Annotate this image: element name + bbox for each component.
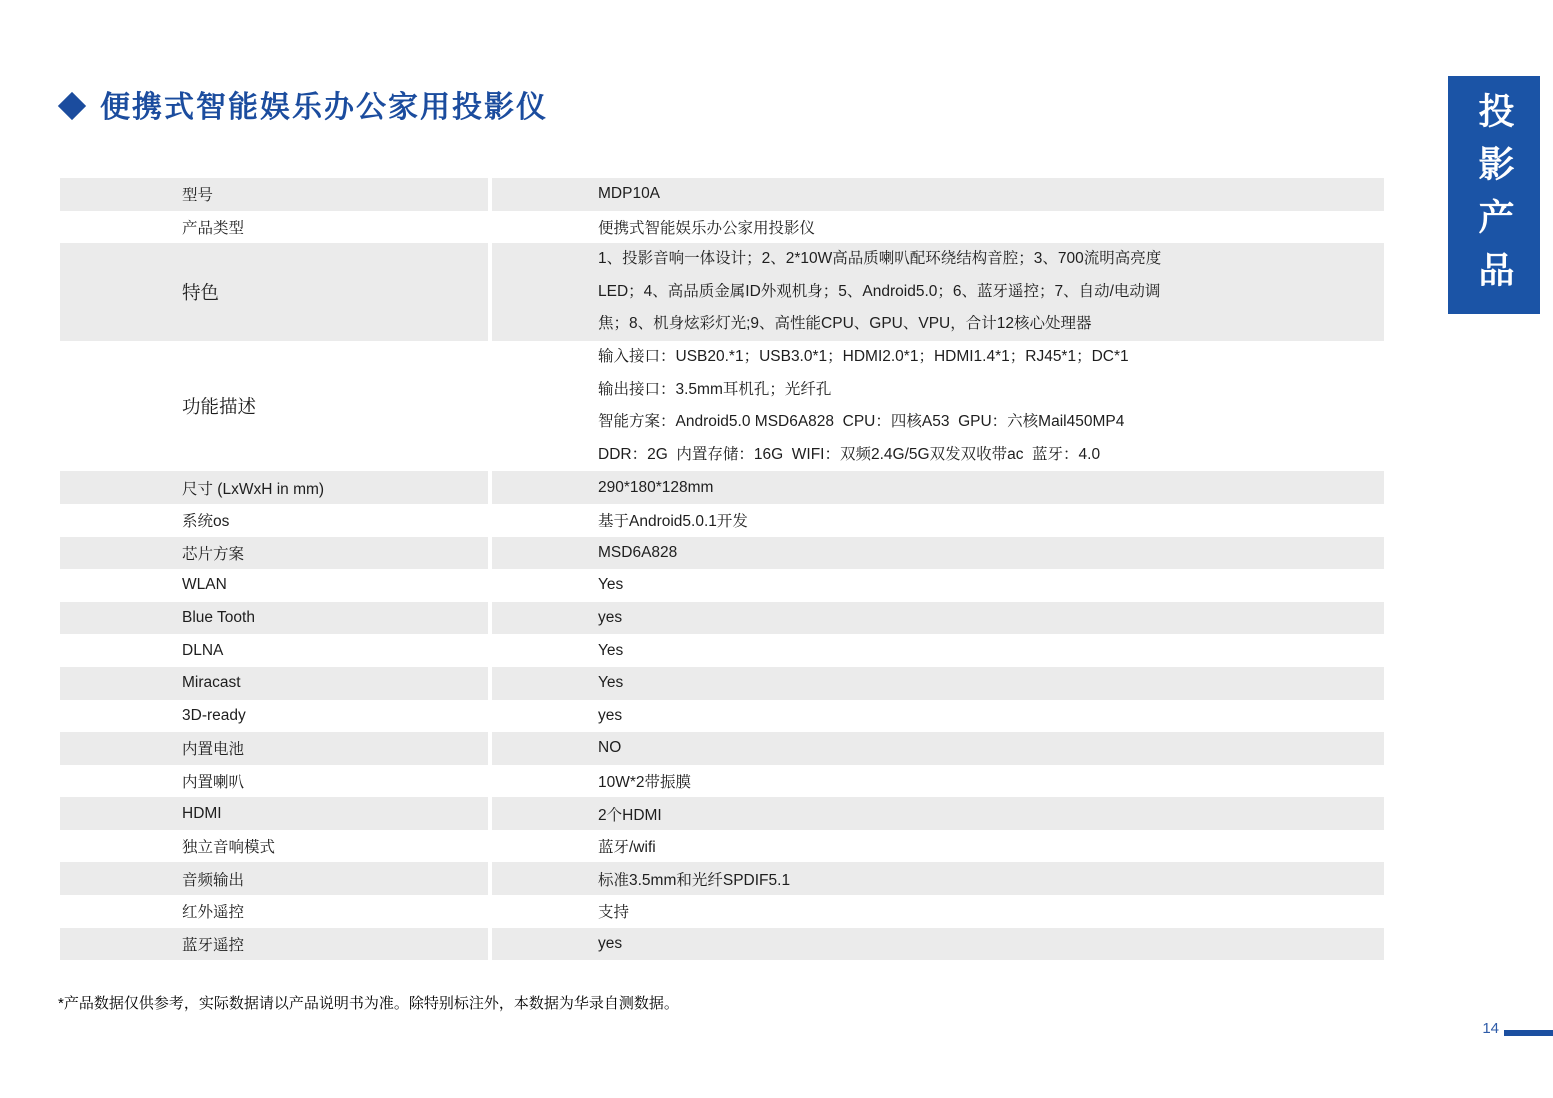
table-row (60, 634, 1384, 667)
row-value (492, 341, 1384, 471)
table-row (60, 797, 1384, 830)
row-label: 红外遥控 (60, 895, 488, 928)
row-value: Yes (492, 667, 1384, 700)
table-row (60, 862, 1384, 895)
diamond-bullet-icon (58, 92, 86, 120)
table-row (60, 667, 1384, 700)
row-label: 系统os (60, 504, 488, 537)
row-value: yes (492, 928, 1384, 961)
row-value: yes (492, 602, 1384, 635)
table-row (60, 765, 1384, 798)
row-value: 290*180*128mm (492, 471, 1384, 504)
page-title: 便携式智能娱乐办公家用投影仪 (100, 91, 548, 124)
table-row (60, 211, 1384, 244)
row-value: Yes (492, 634, 1384, 667)
row-value: MDP10A (492, 178, 1384, 211)
table-row (60, 602, 1384, 635)
row-value: yes (492, 700, 1384, 733)
row-value: MSD6A828 (492, 537, 1384, 570)
row-value-line: DDR：2G 内置存储：16G WIFI：双频2.4G/5G双发双收带ac 蓝牙：4.0 (598, 445, 1101, 463)
row-value: 2个HDMI (492, 797, 1384, 830)
row-value: NO (492, 732, 1384, 765)
row-value-line: 1、投影音响一体设计；2、2*10W高品质喇叭配环绕结构音腔；3、700流明高亮度 (598, 250, 1162, 268)
page-header (58, 82, 548, 126)
row-value-line: 输出接口：3.5mm耳机孔；光纤孔 (598, 380, 832, 398)
table-row (60, 243, 1384, 341)
row-label: 功能描述 (60, 341, 488, 471)
row-label: 独立音响模式 (60, 830, 488, 863)
table-row (60, 537, 1384, 570)
row-label: 产品类型 (60, 211, 488, 244)
row-label: 蓝牙遥控 (60, 928, 488, 961)
footnote: *产品数据仅供参考，实际数据请以产品说明书为准。除特别标注外，本数据为华录自测数据。 (58, 995, 679, 1012)
table-row (60, 471, 1384, 504)
row-value: 支持 (492, 895, 1384, 928)
row-value: 基于Android5.0.1开发 (492, 504, 1384, 537)
table-row (60, 830, 1384, 863)
row-label: 尺寸 (LxWxH in mm) (60, 471, 488, 504)
row-value-line: 输入接口：USB20.*1；USB3.0*1；HDMI2.0*1；HDMI1.4*1；RJ45*1；DC*1 (598, 347, 1129, 365)
row-label: 芯片方案 (60, 537, 488, 570)
spec-table (60, 178, 1384, 960)
row-label: Miracast (60, 667, 488, 700)
row-value: Yes (492, 569, 1384, 602)
row-label: 3D-ready (60, 700, 488, 733)
table-row (60, 569, 1384, 602)
table-row (60, 928, 1384, 961)
row-value-line: 智能方案：Android5.0 MSD6A828 CPU：四核A53 GPU：六核Mail450MP4 (598, 413, 1125, 431)
row-label: 内置电池 (60, 732, 488, 765)
row-value: 10W*2带振膜 (492, 765, 1384, 798)
footer-rule (1504, 1030, 1553, 1036)
side-banner-label: 投影产品 (1474, 92, 1515, 304)
row-label: DLNA (60, 634, 488, 667)
row-value-line: LED；4、高品质金属ID外观机身；5、Android5.0；6、蓝牙遥控；7、自动/电动调 (598, 282, 1161, 300)
row-label: 型号 (60, 178, 488, 211)
table-row (60, 732, 1384, 765)
table-row (60, 895, 1384, 928)
row-label: HDMI (60, 797, 488, 830)
table-row (60, 504, 1384, 537)
row-label: Blue Tooth (60, 602, 488, 635)
page-number: 14 (1482, 1020, 1499, 1037)
side-banner (1448, 76, 1540, 314)
row-label: 特色 (60, 243, 488, 341)
row-value: 蓝牙/wifi (492, 830, 1384, 863)
row-value-line: 焦；8、机身炫彩灯光;9、高性能CPU、GPU、VPU，合计12核心处理器 (598, 315, 1092, 333)
row-value (492, 243, 1384, 341)
table-row (60, 178, 1384, 211)
table-row (60, 700, 1384, 733)
page-footer (1482, 1021, 1553, 1037)
row-value: 标准3.5mm和光纤SPDIF5.1 (492, 862, 1384, 895)
row-label: 内置喇叭 (60, 765, 488, 798)
row-label: WLAN (60, 569, 488, 602)
row-label: 音频输出 (60, 862, 488, 895)
row-value: 便携式智能娱乐办公家用投影仪 (492, 211, 1384, 244)
table-row (60, 341, 1384, 471)
